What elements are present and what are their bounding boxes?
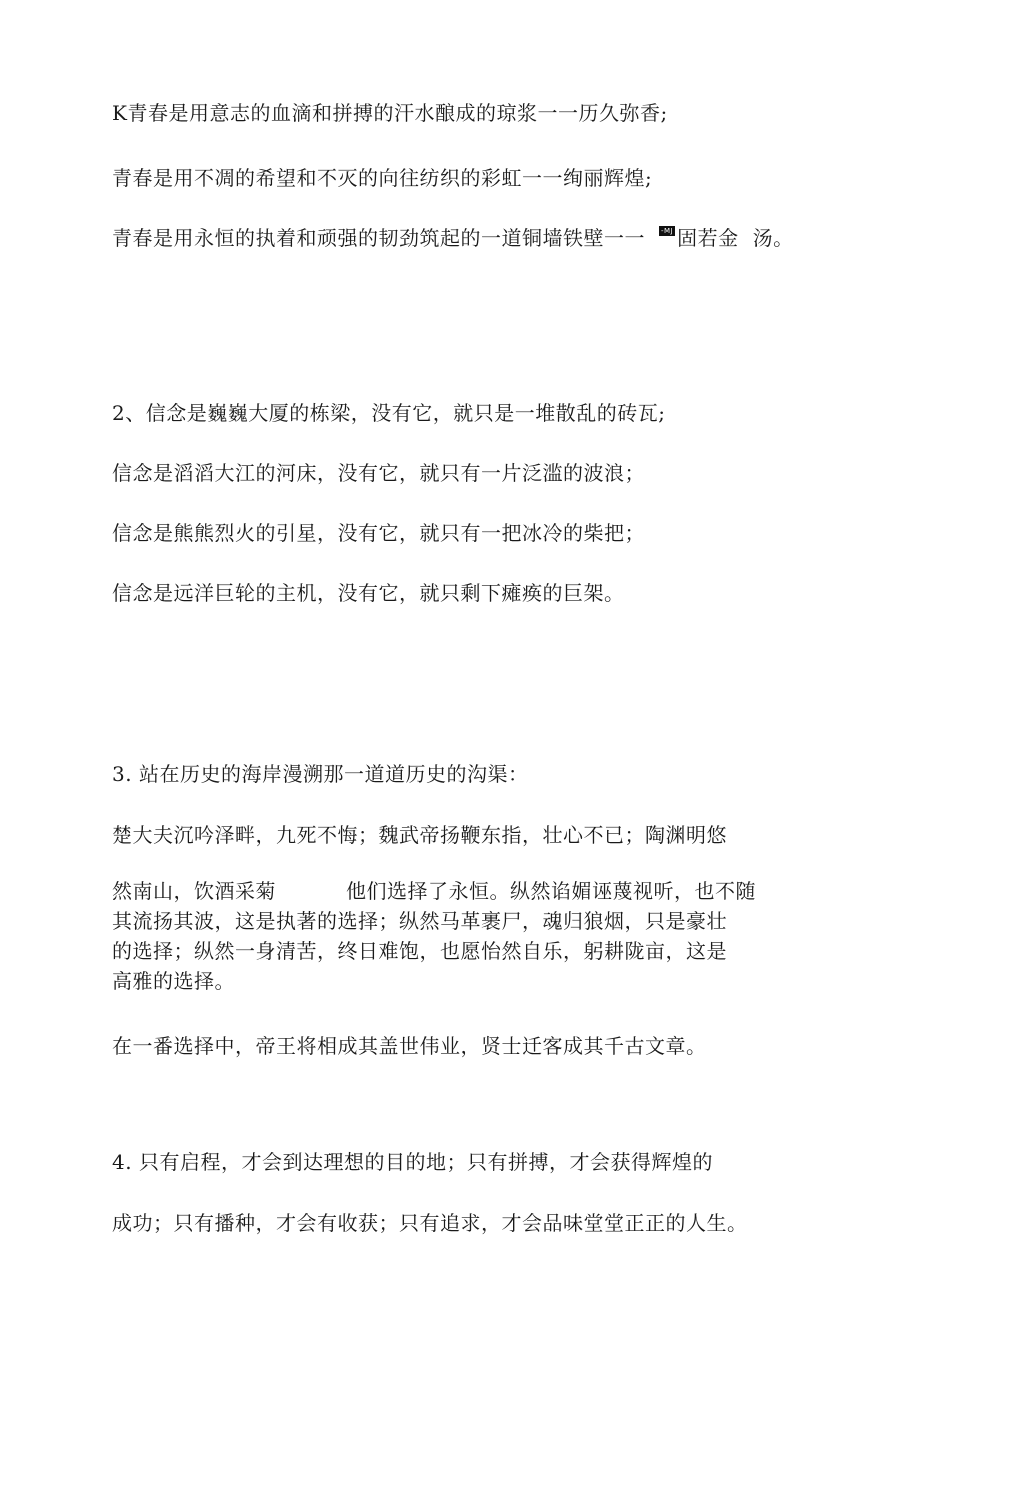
belief-line-4: 信念是远洋巨轮的主机，没有它，就只剩下瘫痪的巨架。: [112, 581, 625, 605]
choice-line-2: 楚大夫沉吟泽畔，九死不悔；魏武帝扬鞭东指，壮心不已；陶渊明悠: [112, 823, 727, 847]
belief-line-3: 信念是熊熊烈火的引星，没有它，就只有一把冰冷的柴把；: [112, 521, 645, 545]
youth-line-2: 青春是用不凋的希望和不灭的向往纺织的彩虹一一绚丽辉煌;: [112, 166, 653, 190]
choice-line-3: [112, 879, 756, 903]
belief-line-2: 信念是滔滔大江的河床，没有它，就只有一片泛滥的波浪；: [112, 461, 645, 485]
youth-line-1: K青春是用意志的血滴和拼搏的汗水酿成的琼浆一一历久弥香;: [112, 101, 668, 125]
choice-line-1: 3. 站在历史的海岸漫溯那一道道历史的沟渠：: [112, 762, 529, 786]
choice-line-3-text: 然南山，饮酒采菊: [112, 879, 276, 903]
mj-tag: -MJ: [661, 227, 674, 235]
choice-line-5: 的选择；纵然一身清苦，终日难饱，也愿怡然自乐，躬耕陇亩，这是: [112, 939, 727, 963]
choice-line-6: 高雅的选择。: [112, 969, 235, 993]
youth-line-3: [112, 226, 794, 250]
effort-line-1: 4. 只有启程，才会到达理想的目的地；只有拼搏，才会获得辉煌的: [112, 1150, 713, 1174]
youth-line-3-text: 青春是用永恒的执着和顽强的韧劲筑起的一道铜墙铁壁一一: [112, 226, 645, 250]
choice-line-7: 在一番选择中，帝王将相成其盖世伟业，贤士迁客成其千古文章。: [112, 1034, 707, 1058]
effort-line-2: 成功；只有播种，才会有收获；只有追求，才会品味堂堂正正的人生。: [112, 1211, 748, 1235]
youth-line-3-end: 固若金: [677, 226, 739, 250]
youth-line-3-tail: 汤。: [752, 226, 794, 250]
belief-line-1: 2、信念是巍巍大厦的栋梁，没有它，就只是一堆散乱的砖瓦;: [112, 401, 666, 425]
choice-line-4: 其流扬其波，这是执著的选择；纵然马革裹尸，魂归狼烟，只是豪壮: [112, 909, 727, 933]
choice-line-3-rest: 他们选择了永恒。纵然谄媚诬蔑视听，也不随: [346, 879, 756, 903]
